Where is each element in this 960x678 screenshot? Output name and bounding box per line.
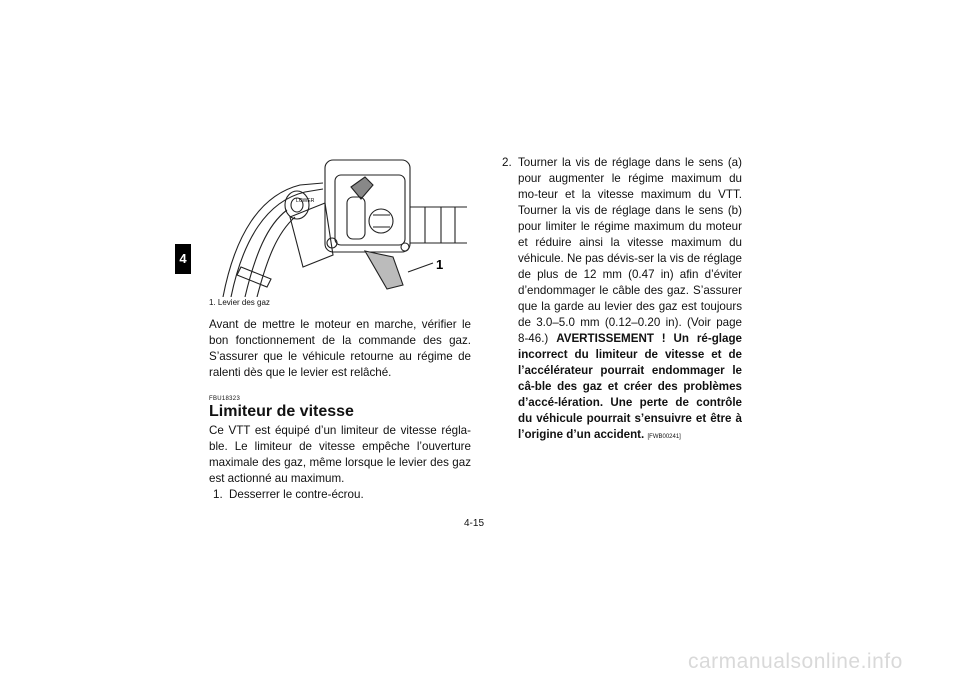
lower-label: LOWER bbox=[296, 198, 315, 204]
step-1-number: 1. bbox=[213, 488, 223, 501]
step-2-number: 2. bbox=[502, 156, 512, 169]
figure-caption: 1. Levier des gaz bbox=[209, 298, 270, 307]
watermark: carmanualsonline.info bbox=[688, 650, 903, 673]
warning-text: AVERTISSEMENT ! Un ré-glage incorrect du limiteur de vitesse et de l’accélérateur pourrait endommager le câ-ble des gaz et créer des problèmes d’accé-lération. Une perte de contrôle du véhicule pourrait s’ensuivre et être à l’origine d’un accident. bbox=[518, 332, 742, 441]
step-2-text: Tourner la vis de réglage dans le sens (a) pour augmenter le régime maximum du mo-teur et la vitesse maximum du VTT. Tourner la vis de réglage dans le sens (b) pour limiter le régime maximum du moteur et réduire ainsi la vitesse maximum du véhicule. Ne pas dévis-ser la vis de réglage de plus de 12 mm (0.47 in) afin d’éviter d’endommager le câble des gaz. S’assurer que la garde au levier des gaz est toujours de 3.0–5.0 mm (0.12–0.20 in). (Voir page 8-46.) bbox=[518, 156, 742, 345]
left-column bbox=[209, 317, 471, 503]
section-code: FBU18323 bbox=[209, 396, 241, 402]
callout-number: 1 bbox=[436, 257, 444, 272]
step-1-text: Desserrer le contre-écrou. bbox=[229, 488, 364, 501]
warning-code: [FWB00241] bbox=[647, 434, 681, 440]
right-column bbox=[498, 155, 742, 445]
step-2 bbox=[498, 155, 742, 445]
section-paragraph: Ce VTT est équipé d’un limiteur de vitesse régla-ble. Le limiteur de vitesse empêche l’ouverture maximale des gaz, même lorsque le levier des gaz est actionné au maximum. bbox=[209, 424, 471, 485]
page-number: 4-15 bbox=[464, 518, 485, 529]
step-1 bbox=[209, 487, 471, 503]
chapter-tab: 4 bbox=[175, 244, 191, 274]
section-heading: Limiteur de vitesse bbox=[209, 403, 354, 420]
intro-paragraph: Avant de mettre le moteur en marche, vérifier le bon fonctionnement de la commande des gaz. S’assurer que le véhicule retourne au régime de ralenti dès que le levier est relâché. bbox=[209, 318, 471, 379]
throttle-lever-illustration bbox=[205, 155, 471, 297]
